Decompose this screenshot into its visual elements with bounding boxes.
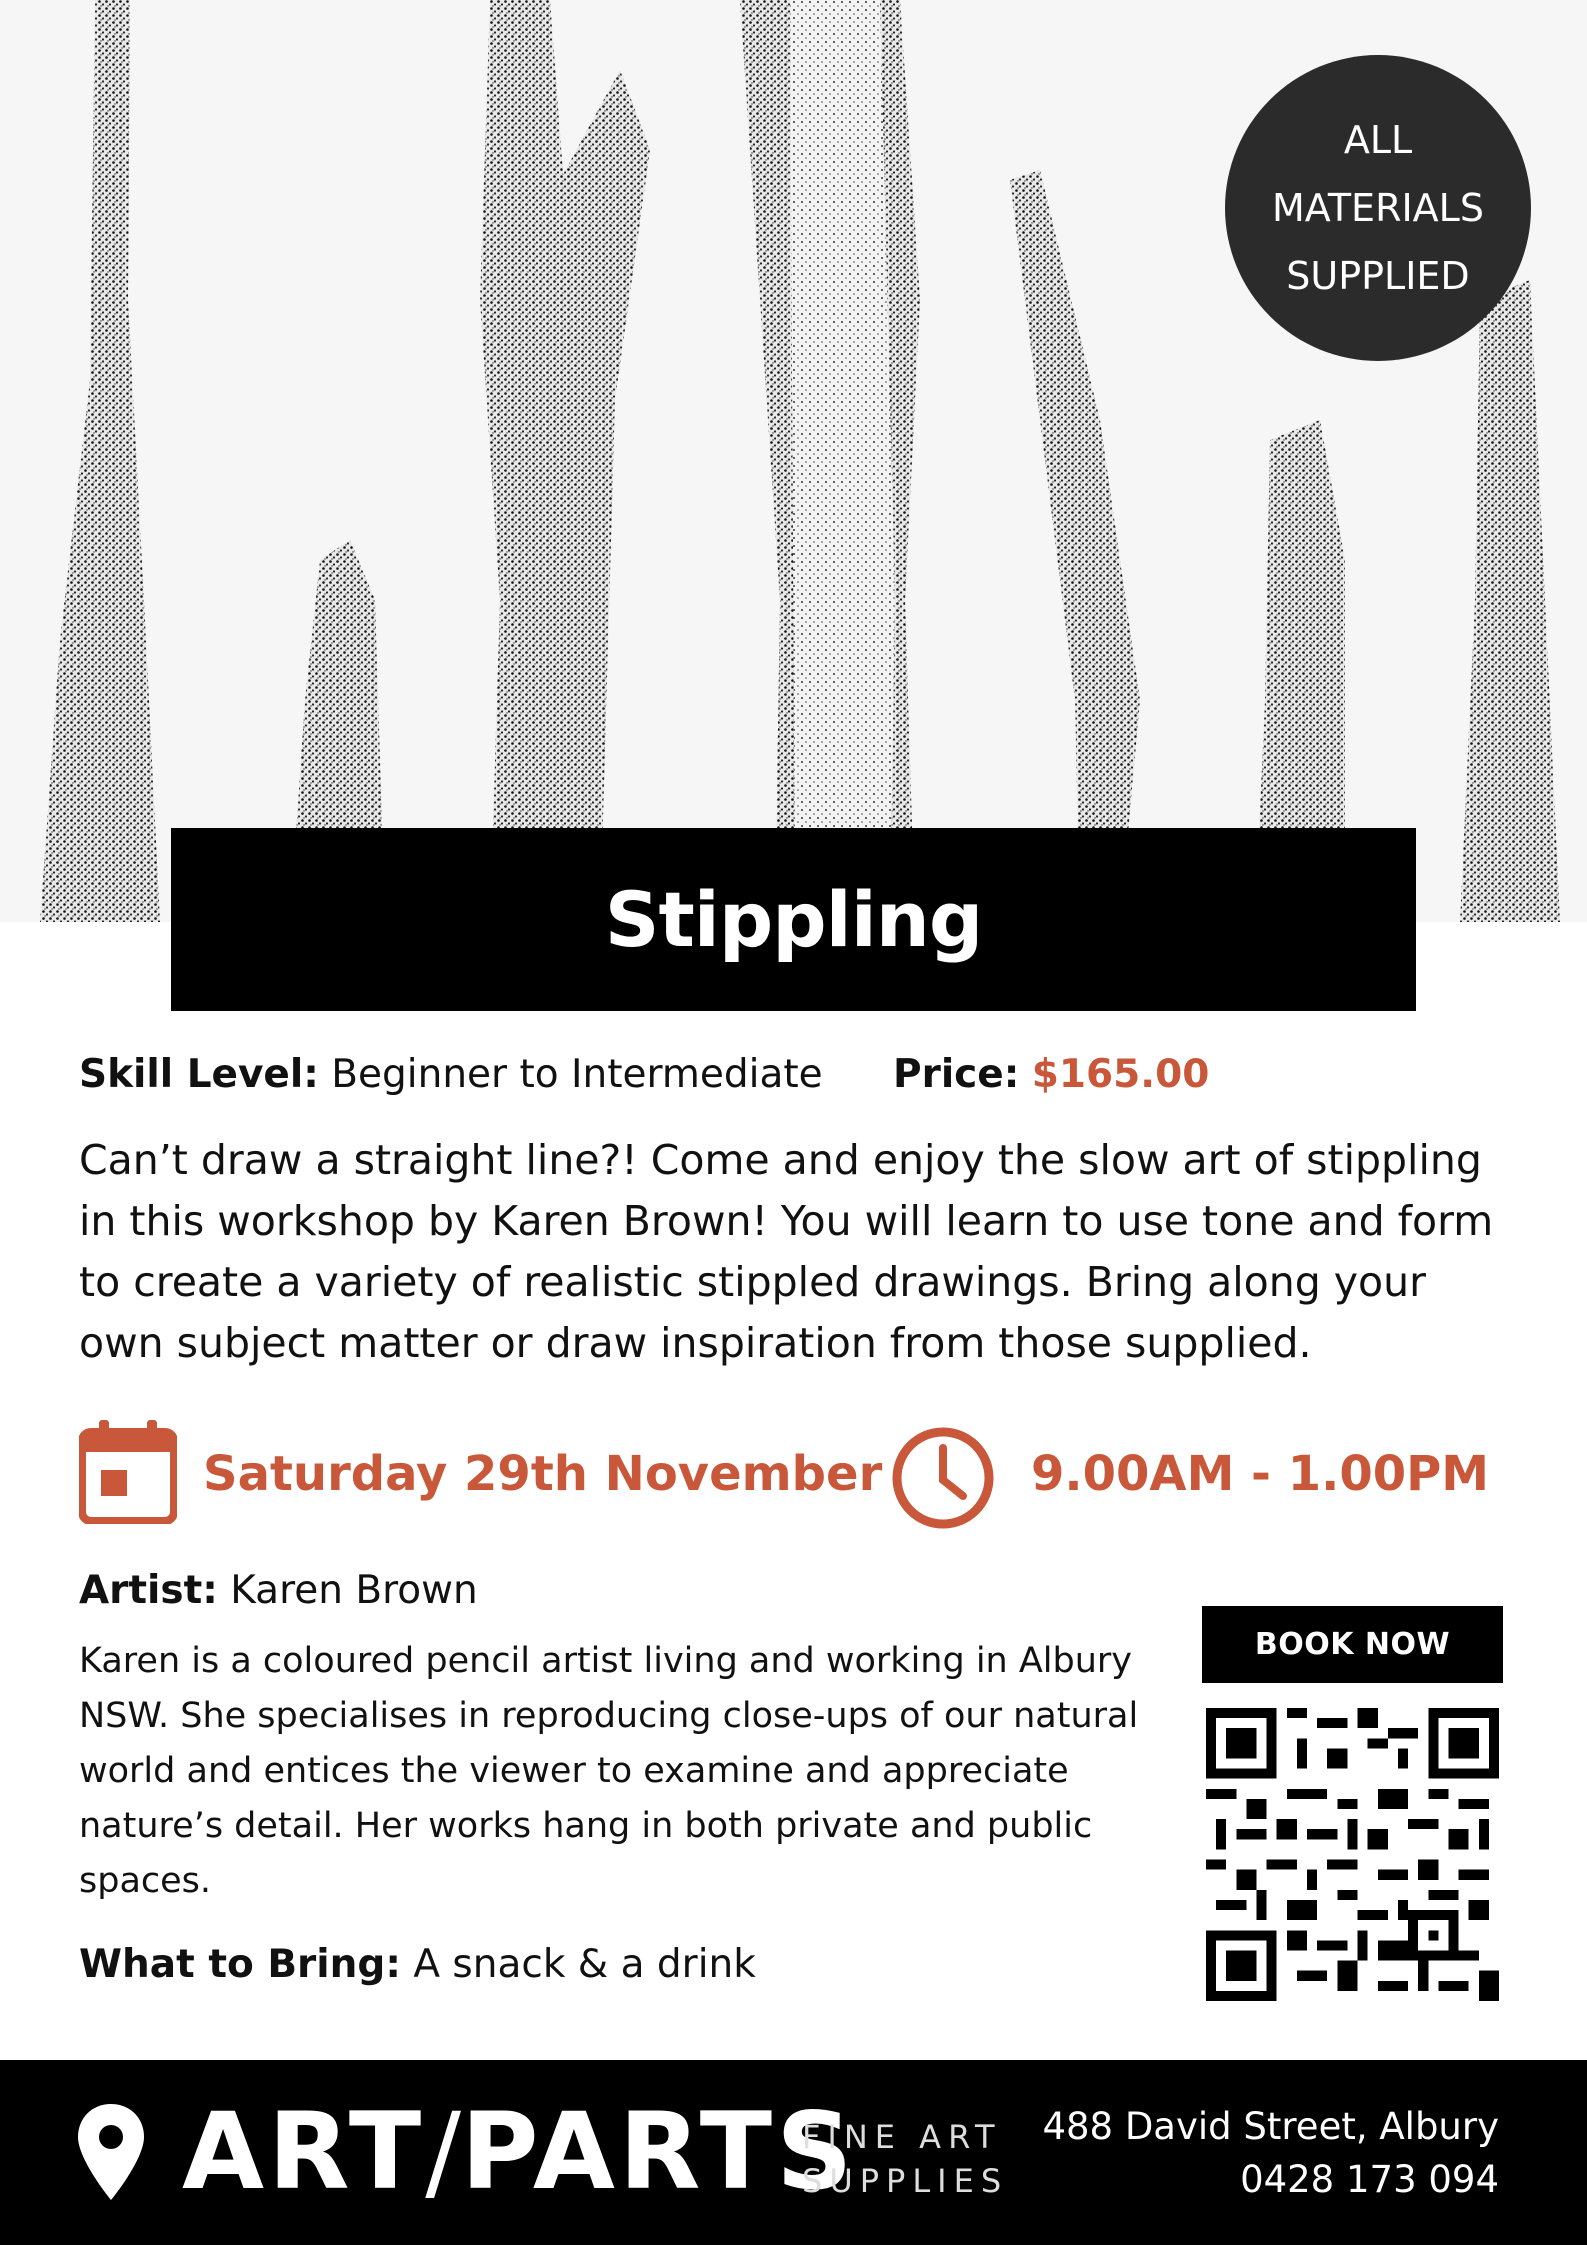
artist-name: Karen Brown [230, 1568, 478, 1613]
artist-bio: Karen is a coloured pencil artist living and working in Albury NSW. She specialises in reproducing close-ups of our natural world and entices the viewer to examine and appreciate nature’s detail. Her works hang in both private and public spaces. [79, 1641, 1139, 1901]
skill-level [79, 1052, 823, 1097]
materials-supplied-badge [1225, 55, 1531, 361]
calendar-icon [79, 1420, 177, 1524]
artist-label: Artist: [79, 1568, 218, 1613]
footer [0, 2060, 1587, 2245]
schedule-row [79, 1420, 1519, 1530]
tagline-line-1: FINE ART [802, 2118, 1002, 2156]
price [893, 1052, 1209, 1097]
artist [79, 1568, 478, 1613]
workshop-description: Can’t draw a straight line?! Come and enjoy the slow art of stippling in this workshop by Karen Brown! You will learn to use tone and form to create a variety of realistic stippled drawings. Bring along your own subject matter or draw inspiration from those supplied. [79, 1136, 1494, 1367]
price-label: Price: [893, 1052, 1020, 1097]
contact-info [1042, 2100, 1499, 2206]
tagline-line-2: SUPPLIES [802, 2162, 1009, 2200]
badge-line-2: MATERIALS [1272, 186, 1484, 230]
brand-logo [182, 2082, 856, 2222]
map-pin-icon [75, 2102, 147, 2202]
brand-slash: / [425, 2090, 461, 2213]
price-value: $165.00 [1031, 1052, 1210, 1097]
qr-code[interactable] [1206, 1708, 1499, 2001]
page-title: Stippling [604, 875, 983, 964]
brand-parts: PARTS [460, 2090, 857, 2213]
skill-label: Skill Level: [79, 1052, 319, 1097]
what-to-bring [79, 1942, 756, 1987]
badge-line-1: ALL [1343, 118, 1413, 162]
brand-tagline [802, 2115, 1008, 2203]
bring-value: A snack & a drink [413, 1942, 756, 1987]
skill-value: Beginner to Intermediate [331, 1052, 823, 1097]
book-now-button[interactable]: BOOK NOW [1202, 1606, 1503, 1683]
store-phone: 0428 173 094 [1240, 2158, 1499, 2201]
workshop-time: 9.00AM - 1.00PM [1031, 1446, 1490, 1502]
clock-icon [891, 1426, 995, 1530]
brand-art: ART [182, 2090, 426, 2213]
bring-label: What to Bring: [79, 1942, 401, 1987]
store-address: 488 David Street, Albury [1042, 2105, 1499, 2148]
badge-line-3: SUPPLIED [1286, 254, 1470, 298]
title-banner [171, 828, 1416, 1011]
workshop-date: Saturday 29th November [203, 1446, 883, 1502]
